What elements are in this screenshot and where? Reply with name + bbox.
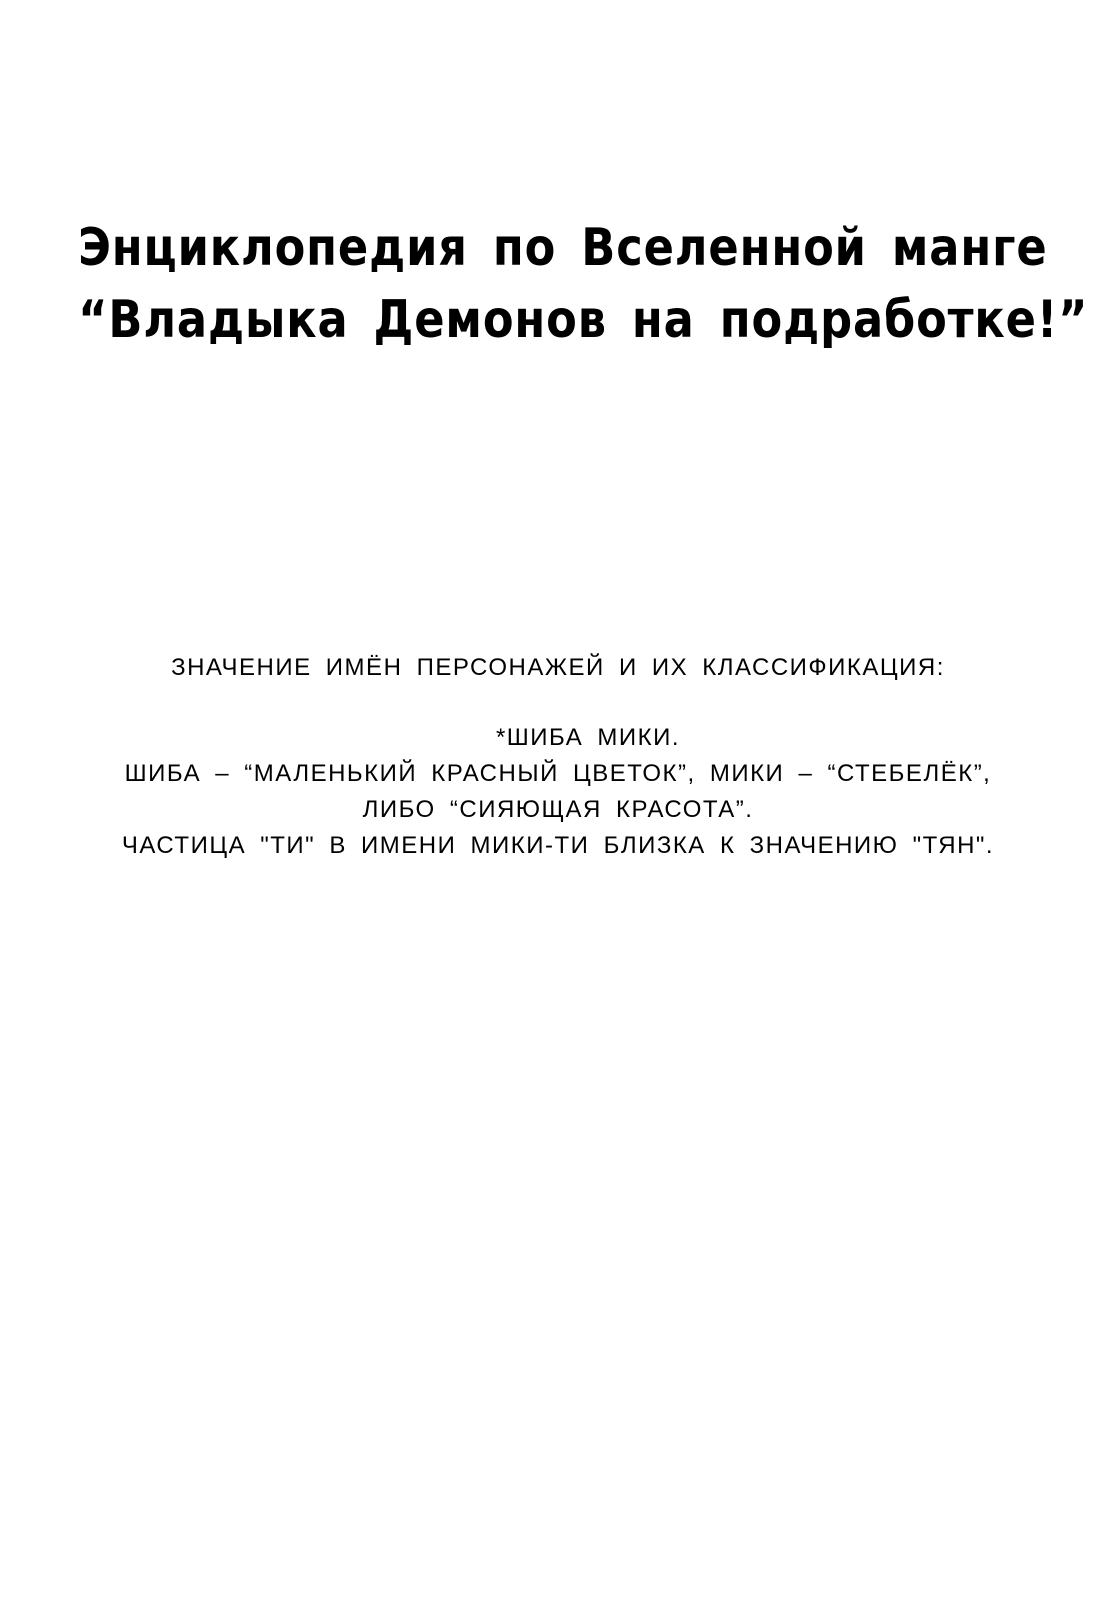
entry-line-3: ЧАСТИЦА "ТИ" В ИМЕНИ МИКИ-ТИ БЛИЗКА К ЗНАЧЕНИЮ "ТЯН". bbox=[121, 832, 995, 859]
title-line-1: Энциклопедия по Вселенной манге bbox=[78, 218, 1048, 278]
entry-name: *ШИБА МИКИ. bbox=[495, 724, 681, 751]
title-line-2: “Владыка Демонов на подработке!” bbox=[78, 290, 1089, 350]
entry-line-2: ЛИБО “СИЯЮЩАЯ КРАСОТА”. bbox=[362, 796, 754, 823]
section-heading: ЗНАЧЕНИЕ ИМЁН ПЕРСОНАЖЕЙ И ИХ КЛАССИФИКАЦИЯ: bbox=[171, 654, 945, 681]
page-title bbox=[0, 212, 1116, 356]
entry-line-1: ШИБА – “МАЛЕНЬКИЙ КРАСНЫЙ ЦВЕТОК”, МИКИ – “СТЕБЕЛЁК”, bbox=[124, 760, 992, 787]
names-section bbox=[0, 650, 1116, 864]
